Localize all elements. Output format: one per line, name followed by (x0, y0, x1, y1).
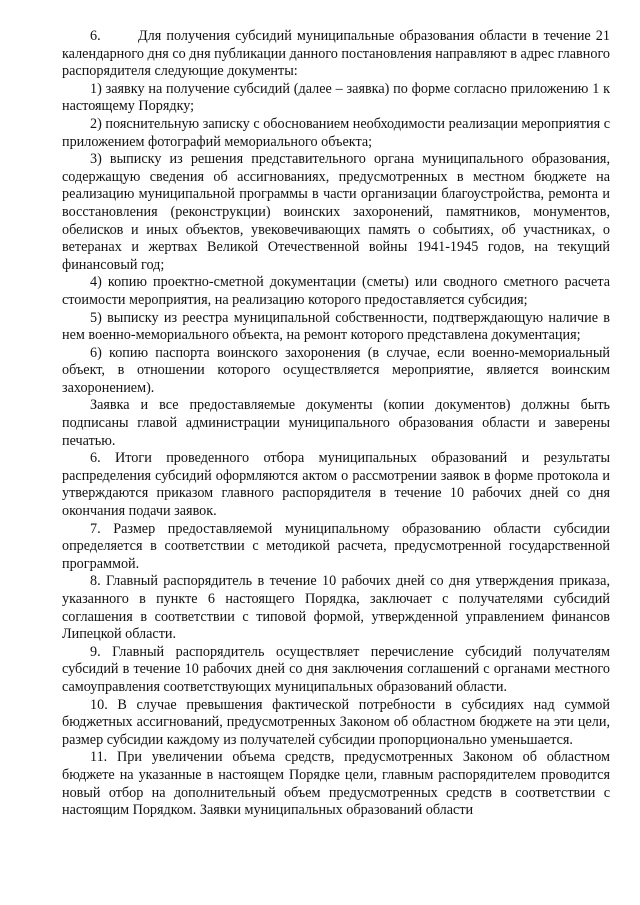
item-number: 6. (90, 28, 101, 44)
paragraph: 5) выписку из реестра муниципальной собственности, подтверждающую наличие в нем военно-мемориального объекта, на ремонт которого представлена документация; (62, 309, 610, 344)
paragraph-6-intro (62, 28, 610, 81)
paragraph: 8. Главный распорядитель в течение 10 рабочих дней со дня утверждения приказа, указанного в пункте 6 настоящего Порядка, заключает с получателями субсидий соглашения в соответствии с типовой формой, утвержденной управлением финансов Липецкой области. (62, 573, 610, 643)
paragraph: Заявка и все предоставляемые документы (копии документов) должны быть подписаны главой администрации муниципального образования области и заверены печатью. (62, 397, 610, 449)
paragraph: 3) выписку из решения представительного органа муниципального образования, содержащую сведения об ассигнованиях, предусмотренных в местном бюджете на реализацию муниципальной программы в части организации благоустройства, ремонта и восстановления (реконструкции) воинских захоронений, памятников, монументов, обелисков и иных объектов, увековечивающих память о событиях, об участниках, о ветеранах и жертвах Великой Отечественной войны 1941-1945 годов, на текущий финансовый год; (62, 151, 610, 273)
document-body (62, 28, 610, 820)
paragraph: 11. При увеличении объема средств, предусмотренных Законом об областном бюджете на указанные в настоящем Порядке цели, главным распорядителем проводится новый отбор на дополнительный объем предусмотренных средств в соответствии с настоящим Порядком. Заявки муниципальных образований области (62, 749, 610, 819)
paragraph: 7. Размер предоставляемой муниципальному образованию области субсидии определяется в соответствии с методикой расчета, предусмотренной государственной программой. (62, 520, 610, 572)
paragraph: 4) копию проектно-сметной документации (сметы) или сводного сметного расчета стоимости мероприятия, на реализацию которого предоставляется субсидия; (62, 274, 610, 308)
paragraph: 6. Итоги проведенного отбора муниципальных образований и результаты распределения субсидий оформляются актом о рассмотрении заявок в форме протокола и утверждаются приказом главного распорядителя в течение 10 рабочих дней со дня окончания подачи заявок. (62, 450, 610, 520)
paragraph: 6) копию паспорта воинского захоронения (в случае, если военно-мемориальный объект, в отношении которого осуществляется мероприятие, является воинским захоронением). (62, 344, 610, 396)
paragraph-text: Для получения субсидий муниципальные образования области в течение 21 календарного дня со дня публикации данного постановления направляют в адрес главного распорядителя следующие документы: (62, 28, 610, 80)
paragraph: 10. В случае превышения фактической потребности в субсидиях над суммой бюджетных ассигнований, предусмотренных Законом об областном бюджете на эти цели, размер субсидии каждому из получателей субсидии пропорционально уменьшается. (62, 696, 610, 748)
paragraph: 2) пояснительную записку с обоснованием необходимости реализации мероприятия с приложением фотографий мемориального объекта; (62, 115, 610, 150)
paragraph: 9. Главный распорядитель осуществляет перечисление субсидий получателям субсидий в течение 10 рабочих дней со дня заключения соглашений с органами местного самоуправления соответствующих муниципальных образований области. (62, 643, 610, 695)
paragraph: 1) заявку на получение субсидий (далее – заявка) по форме согласно приложению 1 к настоящему Порядку; (62, 80, 610, 115)
